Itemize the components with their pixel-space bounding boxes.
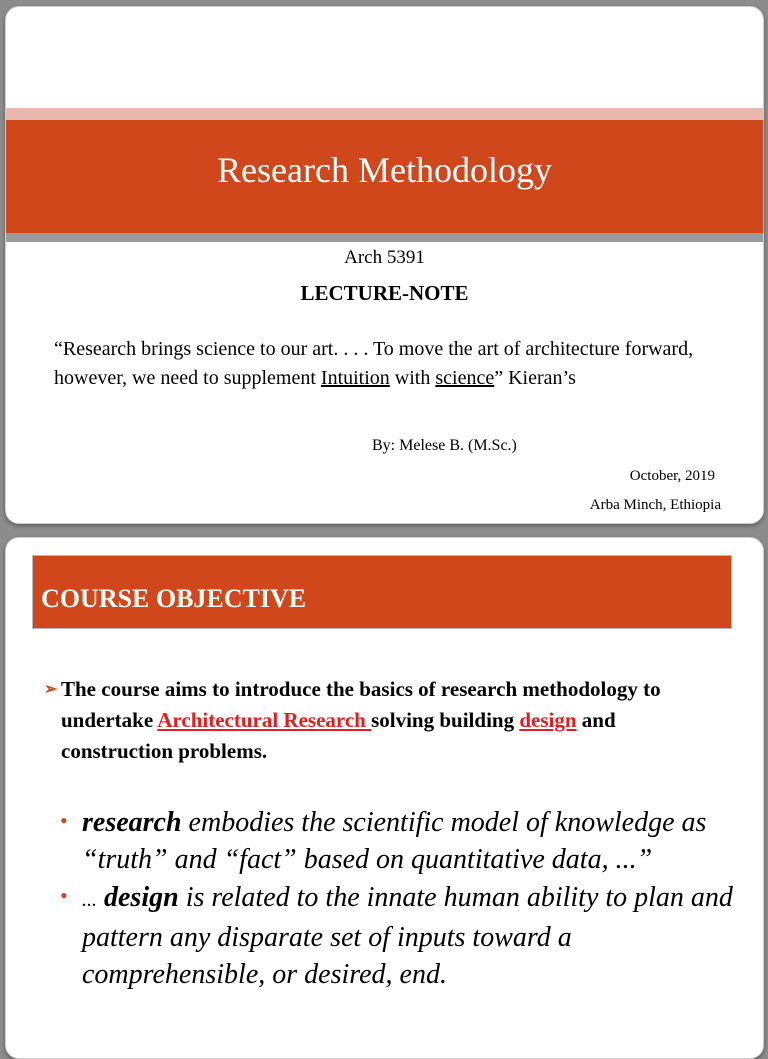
aim-paragraph: [44, 674, 724, 767]
quote-text-1: “Research brings science to our art. . . . To move the art of architecture forward, however, we need to supplement: [54, 338, 694, 389]
title-band: [6, 120, 763, 233]
slide-title: [5, 6, 764, 524]
definition-list: [56, 804, 746, 994]
design-term: design: [97, 882, 179, 913]
design-definition: is related to the innate human ability to plan and pattern any disparate set of inputs toward a comprehensible, or desired, end.: [82, 882, 733, 990]
quote-science: science: [435, 367, 495, 389]
author-byline: By: Melese B. (M.Sc.): [372, 437, 517, 454]
location: Arba Minch, Ethiopia: [589, 497, 721, 513]
list-item: [56, 804, 746, 878]
objective-heading: COURSE OBJECTIVE: [41, 584, 307, 613]
course-code: Arch 5391: [344, 247, 425, 268]
quote: [54, 335, 734, 393]
aim-text-1: The course aims to introduce the basics of research methodology to undertake: [61, 677, 661, 732]
aim-text: [44, 674, 724, 767]
date: October, 2019: [629, 468, 715, 484]
title-band-shadow: [6, 233, 763, 242]
quote-intuition: Intuition: [320, 367, 390, 389]
architectural-research-link: Architectural Research: [157, 708, 372, 732]
research-definition: embodies the scientific model of knowledge as “truth” and “fact” based on quantitative data, ...”: [82, 807, 707, 875]
quote-text-3: ” Kieran’s: [494, 367, 576, 389]
lecture-note-label: LECTURE-NOTE: [300, 281, 469, 305]
slide-title-text: Research Methodology: [217, 149, 552, 190]
aim-text-3: and construction problems.: [61, 708, 616, 763]
ellipsis-prefix: ...: [82, 889, 97, 911]
arrow-bullet-icon: ➢: [44, 681, 58, 698]
title-band-highlight: [6, 108, 763, 120]
slide-course-objective: [5, 537, 764, 1059]
aim-text-2: solving building: [371, 708, 520, 732]
quote-text-2: with: [389, 367, 436, 389]
list-item: [56, 879, 746, 993]
bullet-icon: •: [60, 883, 68, 908]
objective-header-box: [32, 555, 732, 629]
bullet-icon: •: [60, 808, 68, 833]
design-link: design: [519, 708, 577, 732]
research-term: research: [82, 807, 182, 838]
